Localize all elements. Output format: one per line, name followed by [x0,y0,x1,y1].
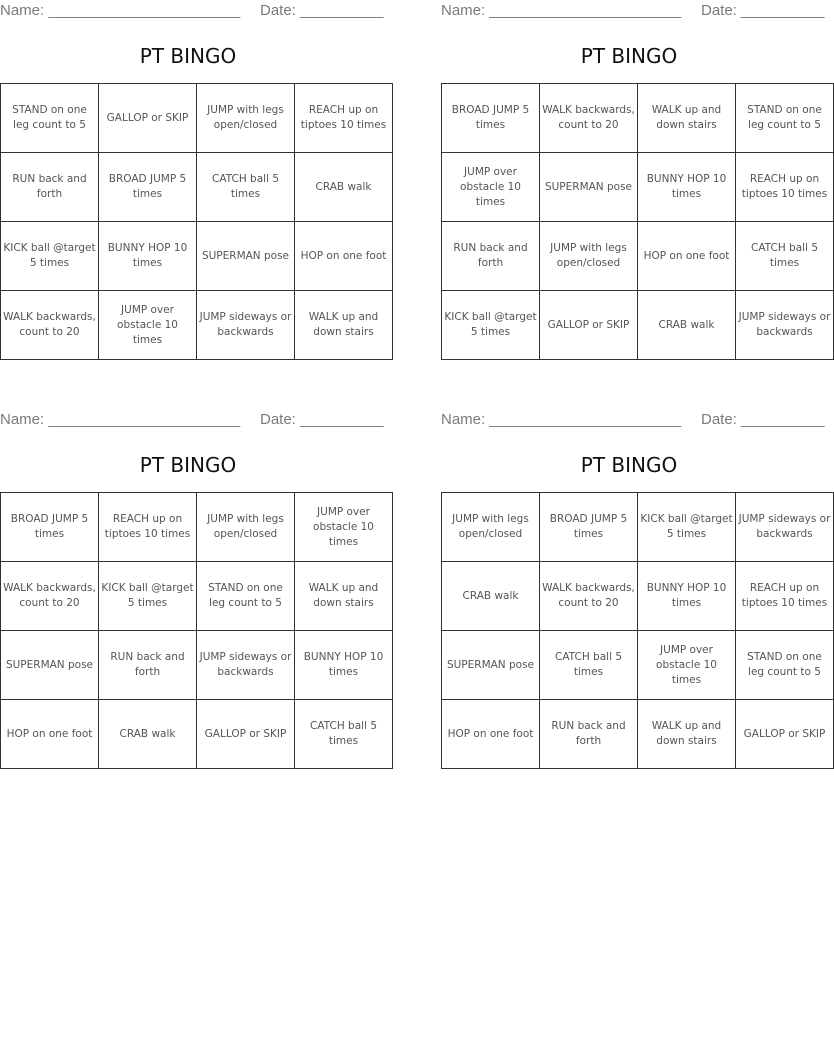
bingo-cell: REACH up on tiptoes 10 times [295,84,393,153]
card-header [441,409,825,433]
date-field[interactable]: Date: __________ [260,2,384,19]
bingo-cell: BUNNY HOP 10 times [638,562,736,631]
bingo-cell: GALLOP or SKIP [540,291,638,360]
bingo-cell: SUPERMAN pose [442,631,540,700]
bingo-cell: JUMP with legs open/closed [540,222,638,291]
grid-row [442,222,834,291]
bingo-cell: JUMP over obstacle 10 times [442,153,540,222]
grid-row [442,84,834,153]
bingo-grid [441,492,834,769]
bingo-grid [0,492,393,769]
bingo-cell: SUPERMAN pose [1,631,99,700]
bingo-grid [441,83,834,360]
card-title: PT BINGO [139,44,237,68]
bingo-cell: WALK backwards, count to 20 [540,84,638,153]
bingo-cell: WALK backwards, count to 20 [1,291,99,360]
bingo-cell: WALK up and down stairs [295,291,393,360]
bingo-cell: JUMP with legs open/closed [197,493,295,562]
bingo-cell: STAND on one leg count to 5 [197,562,295,631]
date-field[interactable]: Date: __________ [701,411,825,428]
bingo-cell: JUMP sideways or backwards [197,291,295,360]
card-title: PT BINGO [580,44,678,68]
bingo-cell: CRAB walk [638,291,736,360]
bingo-cell: WALK backwards, count to 20 [540,562,638,631]
grid-row [1,153,393,222]
bingo-card-2 [441,0,831,338]
bingo-cell: BROAD JUMP 5 times [442,84,540,153]
bingo-cell: CATCH ball 5 times [540,631,638,700]
bingo-cell: WALK up and down stairs [295,562,393,631]
card-header [0,0,384,24]
grid-row [442,631,834,700]
bingo-cell: WALK up and down stairs [638,84,736,153]
name-field[interactable]: Name: _______________________ [441,411,682,428]
date-field[interactable]: Date: __________ [260,411,384,428]
bingo-cell: BROAD JUMP 5 times [99,153,197,222]
bingo-cell: KICK ball @target 5 times [99,562,197,631]
bingo-cell: BROAD JUMP 5 times [540,493,638,562]
bingo-cell: RUN back and forth [442,222,540,291]
bingo-cell: HOP on one foot [638,222,736,291]
bingo-cell: REACH up on tiptoes 10 times [736,153,834,222]
name-field[interactable]: Name: _______________________ [441,2,682,19]
grid-row [442,153,834,222]
bingo-cell: STAND on one leg count to 5 [736,84,834,153]
bingo-cell: JUMP sideways or backwards [736,493,834,562]
bingo-cell: HOP on one foot [295,222,393,291]
bingo-cell: KICK ball @target 5 times [638,493,736,562]
bingo-cell: BUNNY HOP 10 times [99,222,197,291]
bingo-cell: BUNNY HOP 10 times [638,153,736,222]
bingo-cell: REACH up on tiptoes 10 times [99,493,197,562]
bingo-cell: CATCH ball 5 times [197,153,295,222]
bingo-cell: REACH up on tiptoes 10 times [736,562,834,631]
bingo-cell: GALLOP or SKIP [197,700,295,769]
bingo-card-3 [0,409,384,747]
bingo-grid [0,83,393,360]
bingo-cell: STAND on one leg count to 5 [1,84,99,153]
bingo-cell: GALLOP or SKIP [736,700,834,769]
bingo-cell: CATCH ball 5 times [736,222,834,291]
bingo-cell: CATCH ball 5 times [295,700,393,769]
bingo-cell: JUMP with legs open/closed [197,84,295,153]
grid-row [442,291,834,360]
bingo-cell: WALK up and down stairs [638,700,736,769]
grid-row [1,562,393,631]
grid-row [1,222,393,291]
grid-row [1,493,393,562]
bingo-cell: GALLOP or SKIP [99,84,197,153]
bingo-cell: WALK backwards, count to 20 [1,562,99,631]
bingo-cell: BROAD JUMP 5 times [1,493,99,562]
bingo-cell: CRAB walk [295,153,393,222]
bingo-cell: RUN back and forth [99,631,197,700]
grid-row [442,700,834,769]
card-header [0,409,384,433]
bingo-cell: KICK ball @target 5 times [442,291,540,360]
card-header [441,0,825,24]
grid-row [1,291,393,360]
bingo-cell: HOP on one foot [442,700,540,769]
bingo-cell: JUMP sideways or backwards [197,631,295,700]
card-title: PT BINGO [139,453,237,477]
bingo-card-1 [0,0,387,346]
name-field[interactable]: Name: _______________________ [0,411,241,428]
bingo-cell: SUPERMAN pose [540,153,638,222]
bingo-cell: JUMP over obstacle 10 times [99,291,197,360]
bingo-cell: RUN back and forth [1,153,99,222]
grid-row [442,493,834,562]
bingo-cell: JUMP sideways or backwards [736,291,834,360]
bingo-cell: RUN back and forth [540,700,638,769]
bingo-cell: HOP on one foot [1,700,99,769]
bingo-cell: JUMP over obstacle 10 times [295,493,393,562]
bingo-cell: JUMP over obstacle 10 times [638,631,736,700]
grid-row [1,631,393,700]
grid-row [442,562,834,631]
bingo-cell: BUNNY HOP 10 times [295,631,393,700]
bingo-cell: STAND on one leg count to 5 [736,631,834,700]
grid-row [1,84,393,153]
bingo-cell: CRAB walk [442,562,540,631]
bingo-cell: SUPERMAN pose [197,222,295,291]
bingo-card-4 [441,409,831,747]
bingo-cell: JUMP with legs open/closed [442,493,540,562]
name-field[interactable]: Name: _______________________ [0,2,241,19]
grid-row [1,700,393,769]
date-field[interactable]: Date: __________ [701,2,825,19]
card-title: PT BINGO [580,453,678,477]
bingo-cell: CRAB walk [99,700,197,769]
bingo-cell: KICK ball @target 5 times [1,222,99,291]
